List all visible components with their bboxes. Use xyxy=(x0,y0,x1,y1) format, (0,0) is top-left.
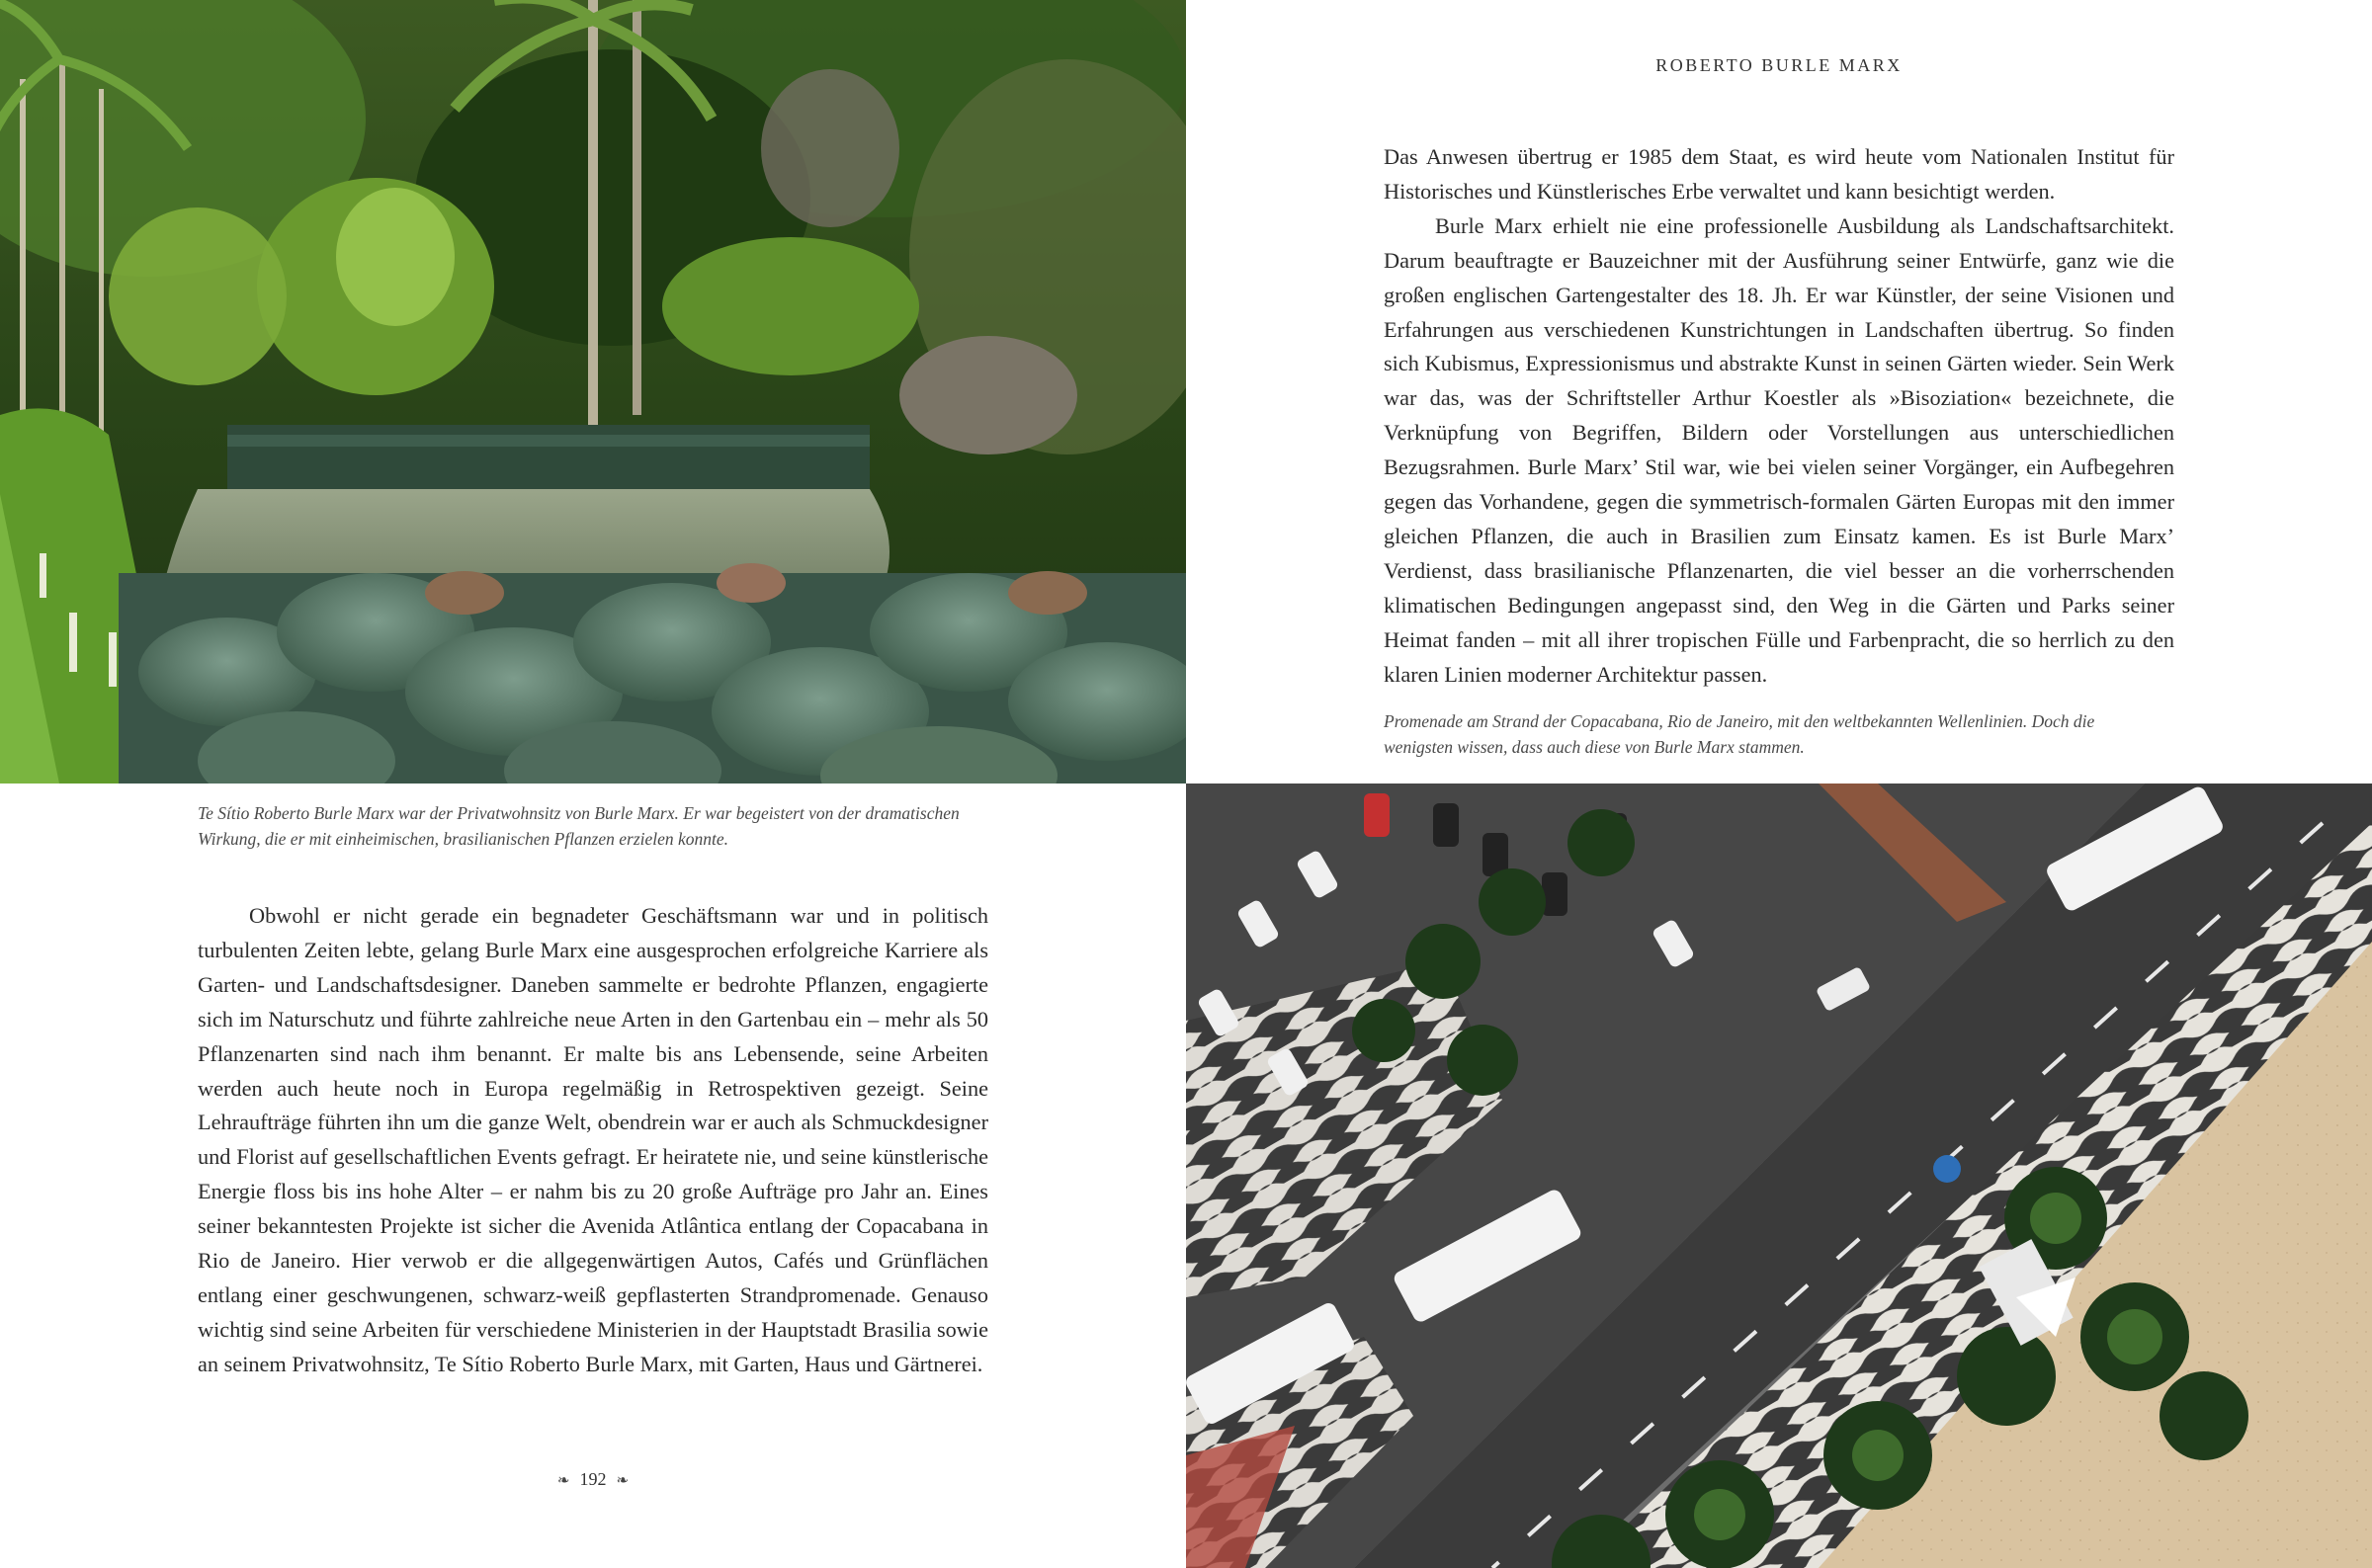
garden-photo xyxy=(0,0,1186,784)
right-paragraph-2: Burle Marx erhielt nie eine professionelle Ausbildung als Landschaftsarchitekt. Darum beauftragte er Bauzeichner mit der Ausführung seiner Entwürfe, ganz wie die großen englischen Gartengestalter des 18. Jh. Er war Künstler, der seine Visionen und Erfahrungen aus verschiedenen Kunstrichtungen in Landschaften übertrug. So finden sich Kubismus, Expressionismus und abstrakte Kunst in seinen Gärten wieder. Sein Werk war das, was der Schriftsteller Arthur Koestler als »Bisoziation« bezeichnete, die Verknüpfung von Begriffen, Bildern oder Vorstellungen aus unterschiedlichen Bezugsrahmen. Burle Marx’ Stil war, wie bei vielen seiner Vorgänger, ein Aufbegehren gegen das Vorhandene, gegen die symmetrisch-formalen Gärten Europas mit den immer gleichen Pflanzen, die auch in Brasilien zum Einsatz kamen. Es ist Burle Marx’ Verdienst, dass brasilianische Pflanzenarten, die viel besser an die vorherrschenden klimatischen Bedingungen angepasst sind, den Weg in die Gärten und Parks seiner Heimat fanden – mit all ihrer tropischen Fülle und Farbenpracht, die so herrlich zu den klaren Linien moderner Architektur passen. xyxy=(1384,212,2174,687)
running-head: ROBERTO BURLE MARX xyxy=(1655,55,1903,75)
left-body-text xyxy=(198,899,988,1382)
left-ornament-icon: ❧ xyxy=(556,1473,570,1489)
page-number xyxy=(0,1469,1186,1490)
left-paragraph: Obwohl er nicht gerade ein begnadeter Geschäftsmann war und in politisch turbulenten Zeiten lebte, gelang Burle Marx eine ausgesprochen erfolgreiche Karriere als Garten- und Landschaftsdesigner. Daneben sammelte er bedrohte Pflanzen, engagierte sich im Naturschutz und führte zahlreiche neue Arten in den Gartenbau ein – mehr als 50 Pflanzenarten sind nach ihm benannt. Er malte bis ans Lebensende, seine Arbeiten werden auch heute noch in Europa regelmäßig in Retrospektiven gezeigt. Seine Lehraufträge führten ihn um die ganze Welt, obendrein war er auch als Schmuckdesigner und Florist auf gesellschaftlichen Events gefragt. Er heiratete nie, und seine künstlerische Energie floss bis ins hohe Alter – er nahm bis zu 20 große Aufträge pro Jahr an. Eines seiner bekanntesten Projekte ist sicher die Avenida Atlântica entlang der Copacabana in Rio de Janeiro. Hier verwob er die allgegenwärtigen Autos, Cafés und Grünflächen entlang einer geschwungenen, schwarz-weiß gepflasterten Strandpromenade. Genauso wichtig sind seine Arbeiten für verschiedene Ministerien in der Hauptstadt Brasilia sowie an seinem Privatwohnsitz, Te Sítio Roberto Burle Marx, mit Garten, Haus und Gärtnerei. xyxy=(198,903,988,1376)
right-body-text xyxy=(1384,140,2174,693)
right-paragraph-1: Das Anwesen übertrug er 1985 dem Staat, es wird heute vom Nationalen Institut für Historisches und Künstlerisches Erbe verwaltet und kann besichtigt werden. xyxy=(1384,144,2174,204)
page-number-text: 192 xyxy=(579,1469,607,1489)
beach-photo xyxy=(1186,784,2372,1568)
right-page xyxy=(1186,0,2372,1568)
right-ornament-icon: ❧ xyxy=(616,1473,630,1489)
garden-photo-caption: Te Sítio Roberto Burle Marx war der Privatwohnsitz von Burle Marx. Er war begeistert von der dramatischen Wirkung, die er mit einheimischen, brasilianischen Pflanzen erzielen konnte. xyxy=(198,803,960,849)
beach-photo-caption: Promenade am Strand der Copacabana, Rio de Janeiro, mit den weltbekannten Wellenlinien. Doch die wenigsten wissen, dass auch diese von Burle Marx stammen. xyxy=(1384,711,2095,757)
